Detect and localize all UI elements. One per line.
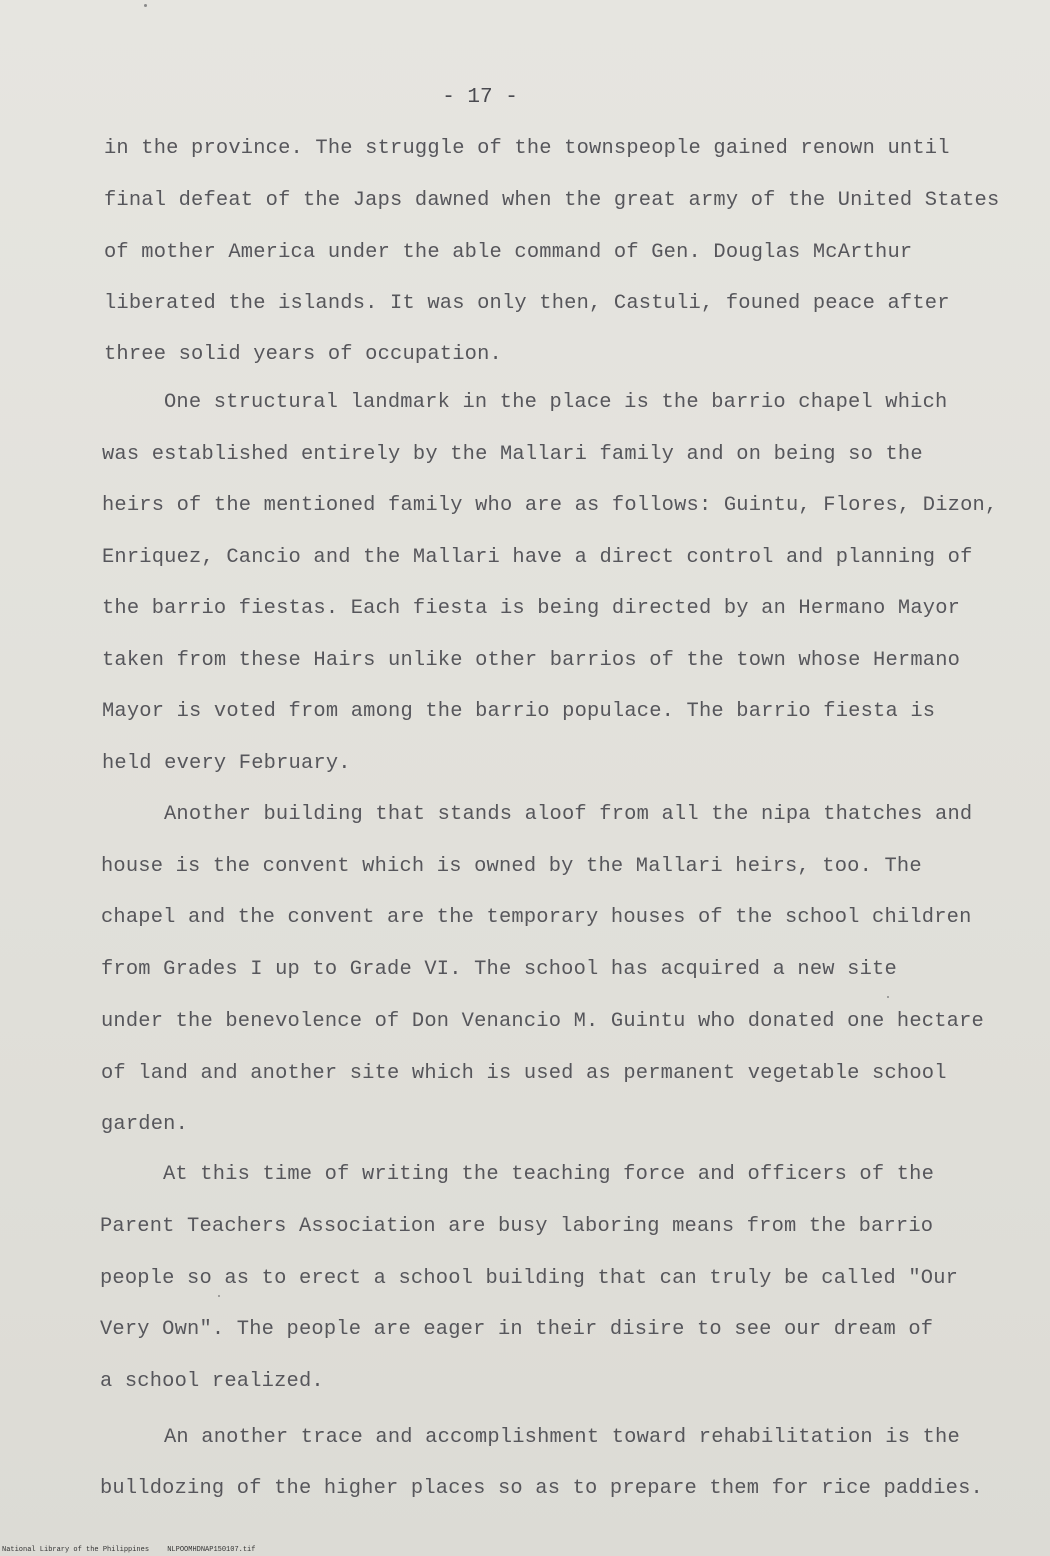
file-name: NLPOOMHDNAP150107.tif bbox=[167, 1546, 256, 1554]
paper-speck bbox=[218, 1295, 220, 1297]
text-line: heirs of the mentioned family who are as follows: Guintu, Flores, Dizon, bbox=[102, 494, 998, 517]
text-line: under the benevolence of Don Venancio M. Guintu who donated one hectare bbox=[101, 1010, 984, 1033]
text-line: of mother America under the able command of Gen. Douglas McArthur bbox=[104, 241, 913, 264]
text-line: garden. bbox=[101, 1113, 189, 1136]
text-line: final defeat of the Japs dawned when the great army of the United States bbox=[104, 189, 1000, 212]
text-line: three solid years of occupation. bbox=[104, 343, 502, 366]
text-line: taken from these Hairs unlike other barrios of the town whose Hermano bbox=[102, 649, 961, 672]
text-line: bulldozing of the higher places so as to prepare them for rice paddies. bbox=[100, 1477, 983, 1500]
paragraph-first-line: Another building that stands aloof from all the nipa thatches and bbox=[164, 803, 973, 826]
paragraph-first-line: At this time of writing the teaching force and officers of the bbox=[163, 1163, 935, 1186]
text-line: chapel and the convent are the temporary houses of the school children bbox=[101, 906, 972, 929]
text-line: was established entirely by the Mallari family and on being so the bbox=[102, 443, 923, 466]
text-line: house is the convent which is owned by the Mallari heirs, too. The bbox=[101, 855, 922, 878]
text-line: Enriquez, Cancio and the Mallari have a direct control and planning of bbox=[102, 546, 973, 569]
text-line: Parent Teachers Association are busy laboring means from the barrio bbox=[100, 1215, 934, 1238]
text-line: the barrio fiestas. Each fiesta is being directed by an Hermano Mayor bbox=[102, 597, 961, 620]
text-line: liberated the islands. It was only then, Castuli, founed peace after bbox=[104, 292, 950, 315]
paper-speck bbox=[887, 996, 889, 998]
text-line: from Grades I up to Grade VI. The school has acquired a new site bbox=[101, 958, 897, 981]
text-line: in the province. The struggle of the townspeople gained renown until bbox=[104, 137, 950, 160]
text-line: people so as to erect a school building that can truly be called "Our bbox=[100, 1267, 959, 1290]
library-credit: National Library of the Philippines bbox=[2, 1546, 150, 1554]
text-line: a school realized. bbox=[100, 1370, 324, 1393]
text-line: Very Own". The people are eager in their disire to see our dream of bbox=[100, 1318, 934, 1341]
page-number: - 17 - bbox=[442, 86, 518, 109]
text-line: held every February. bbox=[102, 752, 351, 775]
scan-footer bbox=[2, 1546, 255, 1554]
text-line: of land and another site which is used as permanent vegetable school bbox=[101, 1062, 947, 1085]
paper-speck bbox=[144, 4, 147, 7]
paragraph-first-line: An another trace and accomplishment toward rehabilitation is the bbox=[164, 1426, 960, 1449]
text-line: Mayor is voted from among the barrio populace. The barrio fiesta is bbox=[102, 700, 936, 723]
paragraph-first-line: One structural landmark in the place is the barrio chapel which bbox=[164, 391, 948, 414]
